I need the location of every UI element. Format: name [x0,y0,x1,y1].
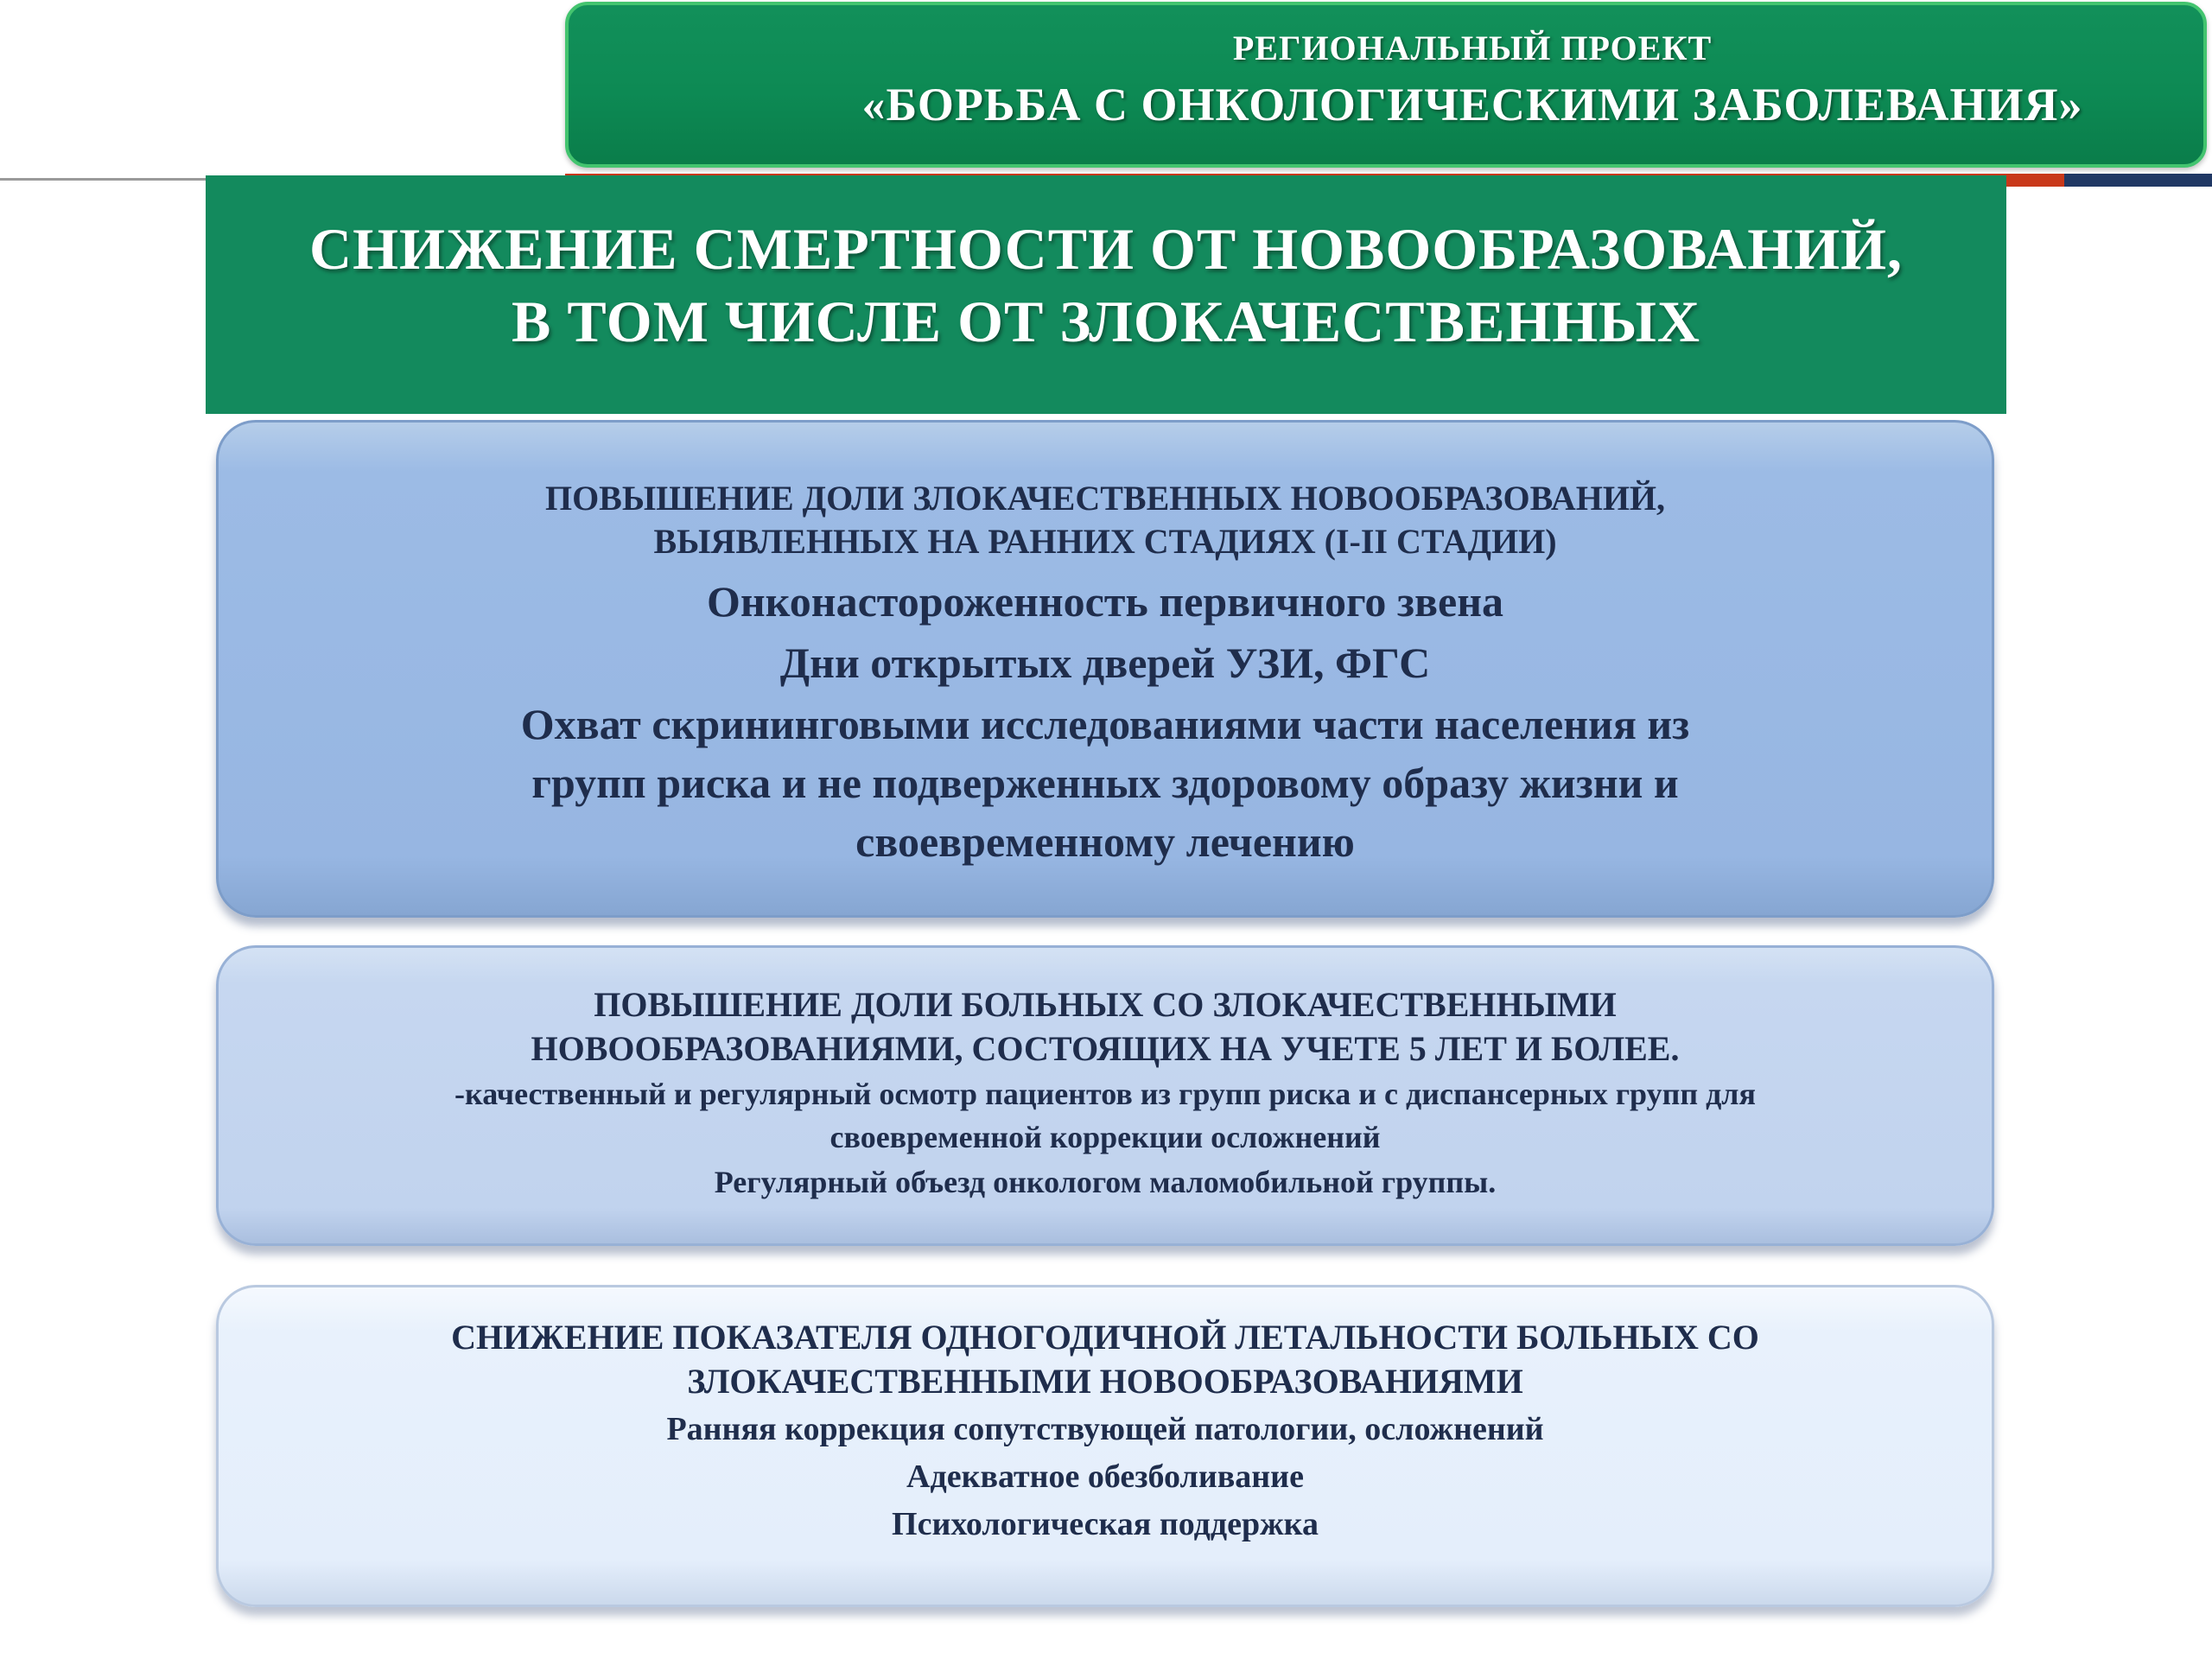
block-item: Онконастороженность первичного звена [706,577,1504,626]
project-label: РЕГИОНАЛЬНЫЙ ПРОЕКТ [1232,29,1713,67]
block-item: Адекватное обезболивание [906,1459,1304,1495]
slide-title-line-1: СНИЖЕНИЕ СМЕРТНОСТИ ОТ НОВООБРАЗОВАНИЙ, [309,216,1903,282]
project-banner [565,2,2207,168]
one-year-mortality-block [216,1285,1994,1607]
block-item: Психологическая поддержка [892,1506,1319,1542]
block-item: своевременной коррекции осложнений [830,1120,1381,1154]
navy-accent-stripe [2064,174,2212,187]
project-name: «БОРЬБА С ОНКОЛОГИЧЕСКИМИ ЗАБОЛЕВАНИЯ» [861,79,2083,130]
block-item: -качественный и регулярный осмотр пациентов из групп риска и с диспансерных групп для [454,1077,1756,1111]
block-item: Дни открытых дверей УЗИ, ФГС [779,639,1431,687]
slide-title-line-2: В ТОМ ЧИСЛЕ ОТ ЗЛОКАЧЕСТВЕННЫХ [511,289,1701,354]
block-item: Охват скрининговыми исследованиями части населения из [520,700,1690,748]
block-item: Ранняя коррекция сопутствующей патологии, осложнений [666,1411,1544,1447]
block-heading-line: ВЫЯВЛЕННЫХ НА РАННИХ СТАДИЯХ (I-II СТАДИИ) [653,522,1557,561]
block-item: своевременному лечению [855,817,1355,866]
block-item: групп риска и не подверженных здоровому образу жизни и [531,759,1679,807]
block-heading-line: ЗЛОКАЧЕСТВЕННЫМИ НОВООБРАЗОВАНИЯМИ [687,1362,1523,1401]
slide-title [206,175,2006,414]
block-item: Регулярный объезд онкологом маломобильной группы. [714,1165,1497,1199]
block-heading-line: СНИЖЕНИЕ ПОКАЗАТЕЛЯ ОДНОГОДИЧНОЙ ЛЕТАЛЬНОСТИ БОЛЬНЫХ СО [451,1318,1759,1357]
early-detection-block [216,420,1994,918]
block-heading-line: ПОВЫШЕНИЕ ДОЛИ БОЛЬНЫХ СО ЗЛОКАЧЕСТВЕННЫМИ [594,985,1617,1024]
block-heading-line: ПОВЫШЕНИЕ ДОЛИ ЗЛОКАЧЕСТВЕННЫХ НОВООБРАЗОВАНИЙ, [544,479,1666,518]
block-heading-line: НОВООБРАЗОВАНИЯМИ, СОСТОЯЩИХ НА УЧЕТЕ 5 ЛЕТ И БОЛЕЕ. [531,1029,1680,1068]
five-year-survival-block [216,945,1994,1246]
